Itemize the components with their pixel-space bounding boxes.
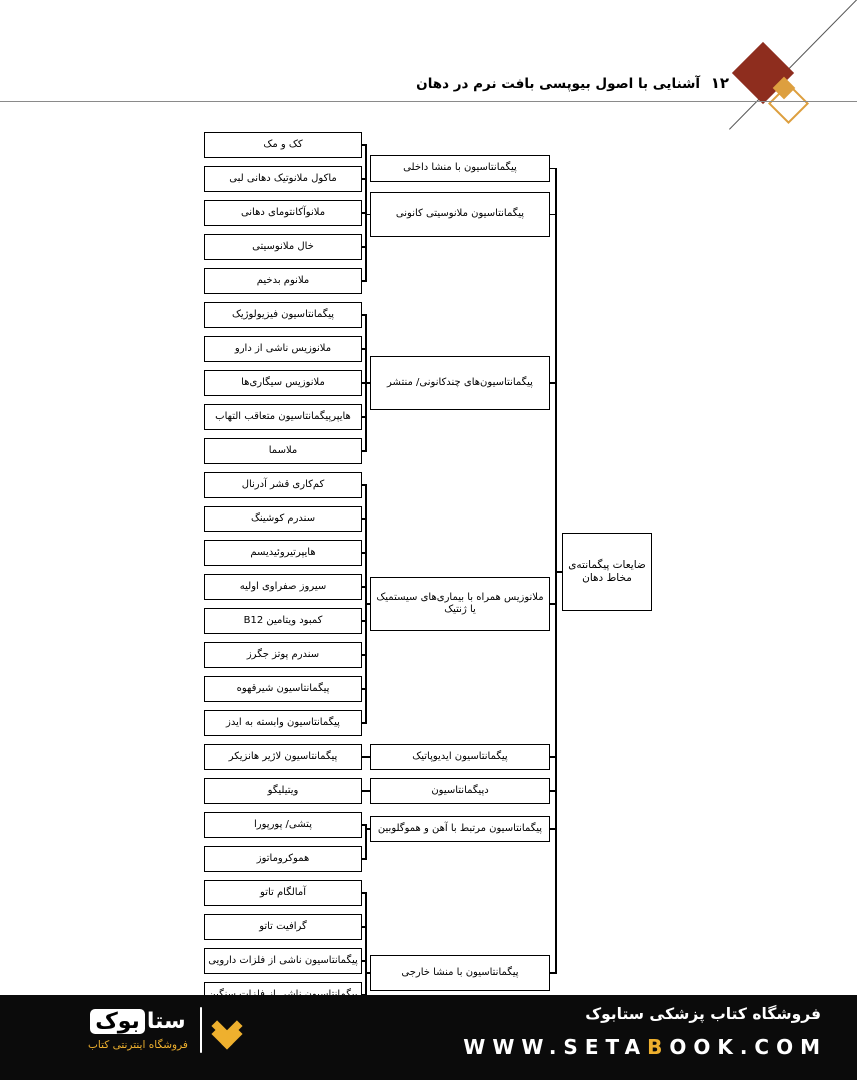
leaf-box: پیگمانتاسیون وابسته به ایدز	[204, 710, 362, 736]
leaf-box: ویتیلیگو	[204, 778, 362, 804]
connector-line	[365, 790, 371, 792]
connector-line	[366, 972, 371, 974]
setabook-logo	[88, 1007, 238, 1053]
site-url	[463, 1035, 827, 1059]
leaf-box: هایپرپیگمانتاسیون متعاقب التهاب	[204, 404, 362, 430]
leaf-box: پتشی/ پورپورا	[204, 812, 362, 838]
logo-divider	[200, 1007, 202, 1053]
category-box: پیگمانتاسیون با منشا داخلی	[370, 155, 550, 182]
leaf-box: ملانوزیس ناشی از دارو	[204, 336, 362, 362]
leaf-box: کک و مک	[204, 132, 362, 158]
logo-name-boxed: بوک	[90, 1009, 145, 1034]
page-title: آشنایی با اصول بیوپسی بافت نرم در دهان	[416, 76, 700, 92]
url-part-1: WWW.SETA	[463, 1035, 648, 1059]
page-number: ۱۲	[710, 74, 729, 92]
leaf-box: هایپرتیروئیدیسم	[204, 540, 362, 566]
root-box: ضایعات پیگمانته‌ی مخاط دهان	[562, 533, 652, 611]
category-box: پیگمانتاسیون‌های چندکانونی/ منتشر	[370, 356, 550, 410]
connector-line	[366, 214, 371, 216]
leaf-box: کمبود ویتامین B12	[204, 608, 362, 634]
connector-line	[366, 603, 371, 605]
leaf-box: پیگمانتاسیون ناشی از فلزات دارویی	[204, 948, 362, 974]
category-box: پیگمانتاسیون مرتبط با آهن و هموگلوبین	[370, 816, 550, 842]
connector-line	[365, 893, 367, 995]
logo-subtitle: فروشگاه اینترنتی کتاب	[88, 1039, 188, 1051]
category-box: پیگمانتاسیون با منشا خارجی	[370, 955, 550, 991]
footer	[0, 995, 857, 1080]
leaf-box: ملانوآکانتومای دهانی	[204, 200, 362, 226]
connector-line	[366, 382, 371, 384]
category-box: پیگمانتاسیون ملانوسیتی کانونی	[370, 192, 550, 237]
leaf-box: پیگمانتاسیون شیرقهوه	[204, 676, 362, 702]
category-box: پیگمانتاسیون ایدیوپاتیک	[370, 744, 550, 770]
leaf-box: ملانوم بدخیم	[204, 268, 362, 294]
connector-line	[365, 825, 367, 859]
leaf-box: سیروز صفراوی اولیه	[204, 574, 362, 600]
logo-text	[88, 1009, 188, 1051]
leaf-box: پیگمانتاسیون لاژیر هانزیکر	[204, 744, 362, 770]
leaf-box: سندرم کوشینگ	[204, 506, 362, 532]
category-box: ملانوزیس همراه با بیماری‌های سیستمیک یا ژنتیک	[370, 577, 550, 631]
connector-line	[365, 756, 371, 758]
url-part-2: OOK.COM	[669, 1035, 827, 1059]
store-title: فروشگاه کتاب پزشکی ستابوک	[585, 1005, 821, 1023]
connector-line	[366, 828, 371, 830]
category-box: دپیگمانتاسیون	[370, 778, 550, 804]
url-highlight-letter: B	[647, 1035, 670, 1059]
leaf-box: خال ملانوسیتی	[204, 234, 362, 260]
setabook-chevrons-icon	[216, 1015, 238, 1045]
logo-name-start: ستا	[146, 1009, 186, 1034]
leaf-box: کم‌کاری قشر آدرنال	[204, 472, 362, 498]
leaf-box: هموکروماتوز	[204, 846, 362, 872]
leaf-box: پیگمانتاسیون فیزیولوژیک	[204, 302, 362, 328]
logo-name	[90, 1009, 185, 1034]
leaf-box: گرافیت تاتو	[204, 914, 362, 940]
leaf-box: آمالگام تاتو	[204, 880, 362, 906]
leaf-box: سندرم پوتز جگرز	[204, 642, 362, 668]
leaf-box: ماکول ملانوتیک دهانی لبی	[204, 166, 362, 192]
leaf-box: ملانوزیس سیگاری‌ها	[204, 370, 362, 396]
leaf-box: ملاسما	[204, 438, 362, 464]
